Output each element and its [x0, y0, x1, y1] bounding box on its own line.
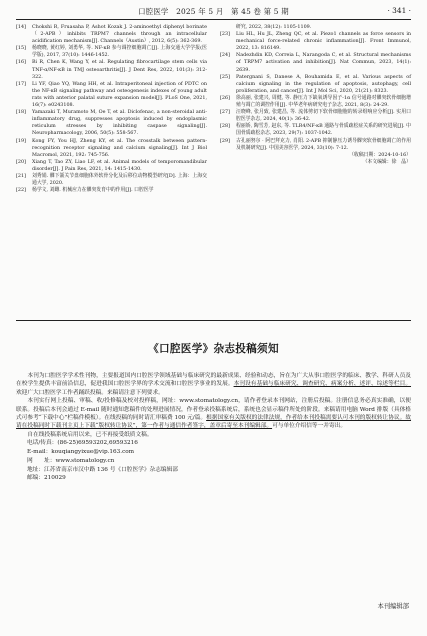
reference-item: [27] 汪晓峰, 张月致, 张建昌, 等. 流体剪切下软骨细胞胞的转录组响应分析[J]. 实用口腔医学杂志, 2024, 40(1): 36-42.	[220, 109, 411, 123]
reference-item: [21] 刘秀娟. 髁下颌关节盘细胞体外软骨分化及后移位动物模型研究[D]. 上海：上海交通大学, 2020.	[16, 172, 207, 187]
reference-item: [26] 徐高丽, 张建兴, 周健, 等. 静压力下缺氧诱导因子-1α 信号通路对髁突软骨细胞增殖与凋亡的调控作用[J]. 中华老年病研究电子杂志, 2021, 8(3): 24-29.	[220, 94, 411, 109]
journal-issue-line: 口腔医学 2025 年 5 月 第 45 卷 第 5 期	[138, 7, 289, 16]
page-number: · 341 ·	[387, 6, 411, 15]
contact-phone: 电话/传真：(86-25)69593202,69593216	[27, 440, 138, 447]
contact-address: 地址：江苏省南京市汉中路 136 号《口腔医学》杂志编辑部	[27, 466, 178, 473]
contact-postcode: 邮编：210029	[27, 475, 66, 482]
reference-item: [15] 杨晓晓, 黄红婷, 刘勇华, 等. NF-κB 参与调控细胞凋亡[J]. 上海交通大学学报(医学版), 2017, 37(10): 1446-1452.	[16, 45, 207, 59]
reference-list	[16, 24, 411, 318]
reference-item: [17] Li YF, Qiao YQ, Wang HH, et al. Intraperitoneal injection of PDTC on the NF-κB signaling pathway and osteogenesis indexes of young adult rats with anterior palatal suture expansion model[J]. PLoS One, 2021, 16(7): e0243108.	[16, 80, 207, 109]
reference-item: [25] Patergnani S, Danese A, Bouhamida E, et al. Various aspects of calcium signaling in the regulation of apoptosis, autophagy, cell proliferation, and cancer[J]. Int J Mol Sci, 2020, 21(21): 8323.	[220, 73, 411, 94]
page-header	[16, 6, 411, 18]
reference-item: [19] Kong FY, You HJ, Zheng KY, et al. The crosstalk between pattern-recognition receptor signaling and calcium signaling[J]. Int J Biol Macromol, 2021, 192: 745-756.	[16, 137, 207, 158]
contact-website-link[interactable]: www.stomatology.cn	[55, 457, 115, 464]
reference-item: [22] 杨学文, 刘雌. 机械应力在髁突发育中的作用[J]. 口腔医学	[16, 187, 154, 194]
reference-item: [18] Yamazaki T, Muramoto M, Oe T, et al. Diclofenac, a non-steroidal anti-inflammatory drug, suppresses apoptosis induced by endoplasmic reticulum stresses by inhibiting caspase signaling[J]. Neuropharmacology, 2006, 50(5): 558-567.	[16, 109, 207, 137]
notice-paragraph: 自在线投稿系统启用以来，已不再接受纸质文稿。	[27, 431, 153, 438]
reference-item: [23] Liu HL, Hu JL, Zheng QC, et al. Piezo1 channels as force sensors in mechanical force-related chronic inflammation[J]. Front Immunol, 2022, 13: 816149.	[220, 31, 411, 52]
section-divider	[16, 320, 411, 321]
contact-website: 网 址：www.stomatology.cn	[27, 457, 115, 464]
submission-notice	[16, 372, 411, 483]
contact-email[interactable]: E-mail：kouqiangyixue@vip.163.com	[27, 449, 135, 456]
reference-column-left	[16, 24, 207, 318]
reference-item: [24] Nadezhdin KD, Correia L, Narangoda C, et al. Structural mechanisms of TRPM7 activation and inhibition[J]. Nat Commun, 2023, 14(1): 2639.	[220, 52, 411, 73]
notice-paragraph: 本刊实行网上投稿、审稿、收/投修稿及校对投样稿，网址：www.stomatology.cn，请作者登录本刊网站，注册后投稿。注册信息务必真实准确，以便联系。投稿后本刊会通过 E-mail 随时通知您稿件的处理进展情况，作者登录投稿系统后，系统也会显示稿件所处的阶段。来稿请用电脑 Word 排版（具体格式可参考“下载中心”栏稿件模板）。在线投稿的同时请汇审稿费 100 元/篇。根据国家有关版权的法律法规，作者给本刊投稿需要认可本刊的版权转让协议。故请在投稿同时下载刊主页上下载“版权转让协议”，第一作者与通信作者签字，盖章后寄至本刊编辑部。可与单位介绍信等一并寄出。	[16, 398, 412, 430]
reference-item: 研究, 2022, 38(12): 1105-1109.	[236, 24, 312, 30]
website-link[interactable]: www.stomatology.cn	[179, 398, 239, 405]
notice-paragraph: 本刊为口腔医学学术性刊物，主要报道国内口腔医学领域基础与临床研究的最新成果、经验和动态，旨在为广大从事口腔医学的临床、教学、科研人员及在校学生提供丰富前沿信息，促进我国口腔医学界的学术交流和口腔医学事业的发展。本刊设有基础与临床研究、调查研究、病案分析、述评、综述等栏目。欢迎广大口腔医学工作者踊跃投稿。来稿请注意下列要求。	[16, 373, 412, 396]
reference-item: [29] 古孔丽努尔 · 阿巴拜克力, 肖阳. 2-APB 抑制静压力诱导髁突软骨细胞凋亡的作用及机制研究[J]. 中国美容医学, 2024, 33(10): 7-12.	[220, 137, 411, 151]
reference-item: [20] Xiang T, Tao ZY, Liao LF, et al. Animal models of temporomandibular disorder[J]. J Pain Res, 2021, 14: 1415-1430.	[16, 158, 207, 172]
header-rule	[16, 19, 411, 20]
reference-item: [14] Chokshi R, Fruasaha P, Ashot Kozak J. 2-aminoethyl diphenyl borinate（2-APB）inhibits TRPM7 channels through an intracellular acidification mechanism[J]. Channels（Austin）, 2012, 6(5): 362-369.	[16, 24, 207, 45]
received-date: （收稿日期：2024-10-16）	[349, 151, 411, 158]
editorial-signature: 本刊编辑部	[377, 603, 409, 610]
contact-info	[16, 439, 411, 483]
reference-item: [16] Bi R, Chen K, Wang Y, et al. Regulating fibrocartilage stem cells via TNF-α/NF-κB in TMJ osteoarthritis[J]. J Dent Res, 2022, 101(3): 312-322.	[16, 59, 207, 80]
editor-note: （本文编辑：徐 晶）	[362, 158, 411, 165]
reference-item: [28] 程丽娇, 陶雪芳, 赵东, 等. TLR4/NF-κB 通路与骨质疏松症关系的研究进展[J]. 中国骨质疏松杂志, 2023, 29(7): 1037-1042.	[220, 123, 411, 137]
notice-title: 《口腔医学》杂志投稿须知	[148, 343, 279, 355]
reference-column-right	[220, 24, 411, 318]
